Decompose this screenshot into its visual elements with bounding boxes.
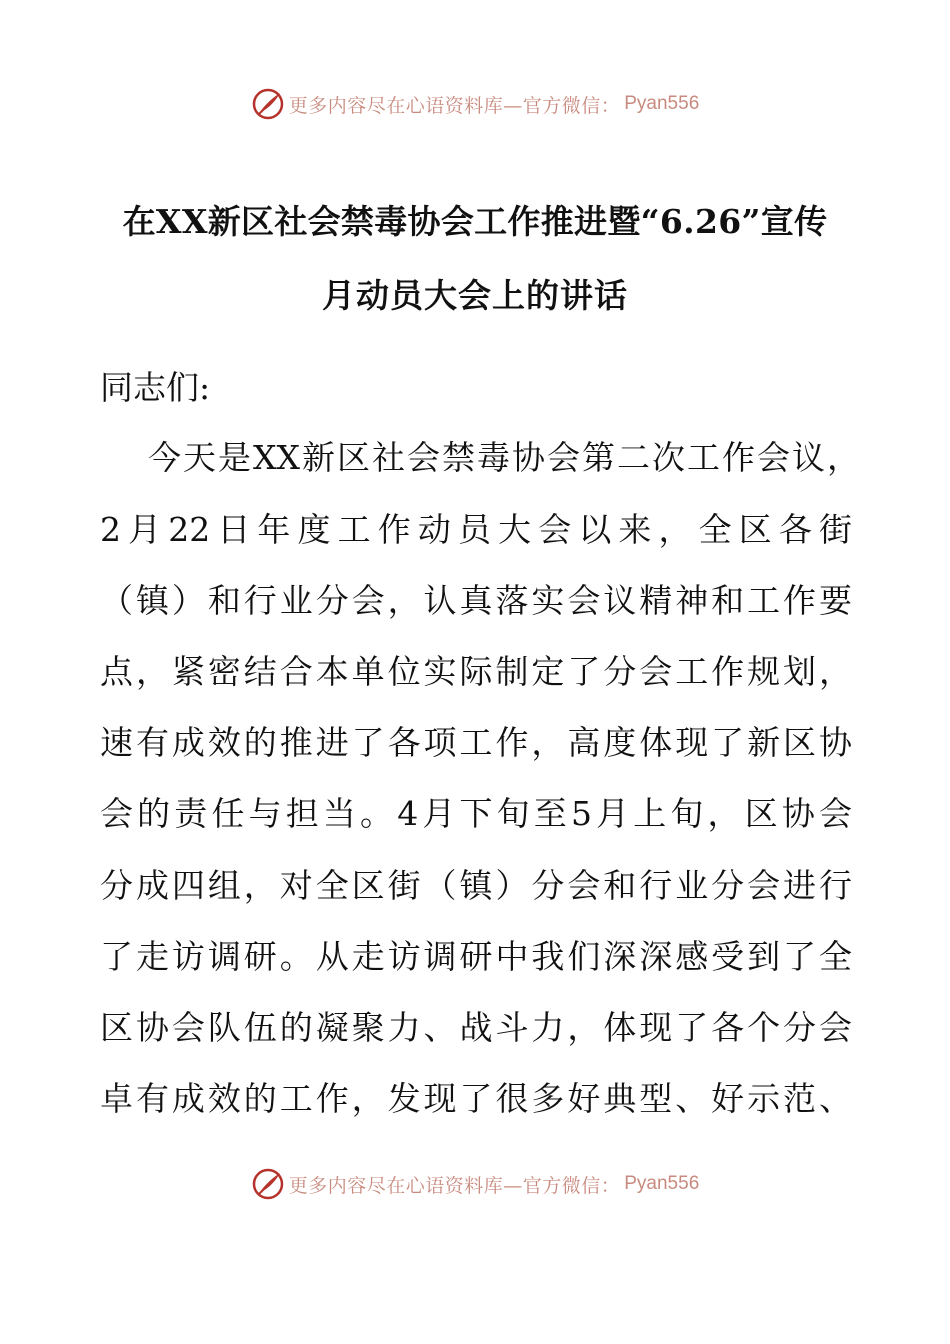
body-line: 今天是XX新区社会禁毒协会第二次工作会议，	[148, 438, 860, 477]
body-line: 会的责任与担当。4月下旬至5月上旬，区协会	[100, 794, 852, 833]
body-line: 2月22日年度工作动员大会以来，全区各街	[100, 510, 852, 549]
quill-logo-icon	[251, 1167, 285, 1201]
body-line: 点，紧密结合本单位实际制定了分会工作规划，	[100, 652, 852, 691]
footer-watermark	[0, 1164, 950, 1204]
document-title-line-2: 月动员大会上的讲话	[322, 276, 628, 315]
quill-logo-icon	[251, 87, 285, 121]
watermark-wechat-id: Pyan556	[624, 1173, 700, 1194]
body-line: 区协会队伍的凝聚力、战斗力，体现了各个分会	[100, 1008, 852, 1047]
body-line: 速有成效的推进了各项工作，高度体现了新区协	[100, 723, 852, 762]
body-line: 分成四组，对全区街（镇）分会和行业分会进行	[100, 866, 852, 905]
body-line: 了走访调研。从走访调研中我们深深感受到了全	[100, 937, 852, 976]
body-line: 卓有成效的工作，发现了很多好典型、好示范、	[100, 1079, 852, 1118]
greeting: 同志们:	[100, 368, 211, 407]
watermark-text: 更多内容尽在心语资料库—官方微信：	[288, 94, 621, 117]
watermark-text: 更多内容尽在心语资料库—官方微信：	[288, 1174, 621, 1197]
body-line: （镇）和行业分会，认真落实会议精神和工作要	[100, 581, 852, 620]
document-title-line-1: 在XX新区社会禁毒协会工作推进暨“6.26”宣传	[122, 202, 828, 241]
header-watermark	[0, 84, 950, 124]
watermark-wechat-id: Pyan556	[624, 93, 700, 114]
